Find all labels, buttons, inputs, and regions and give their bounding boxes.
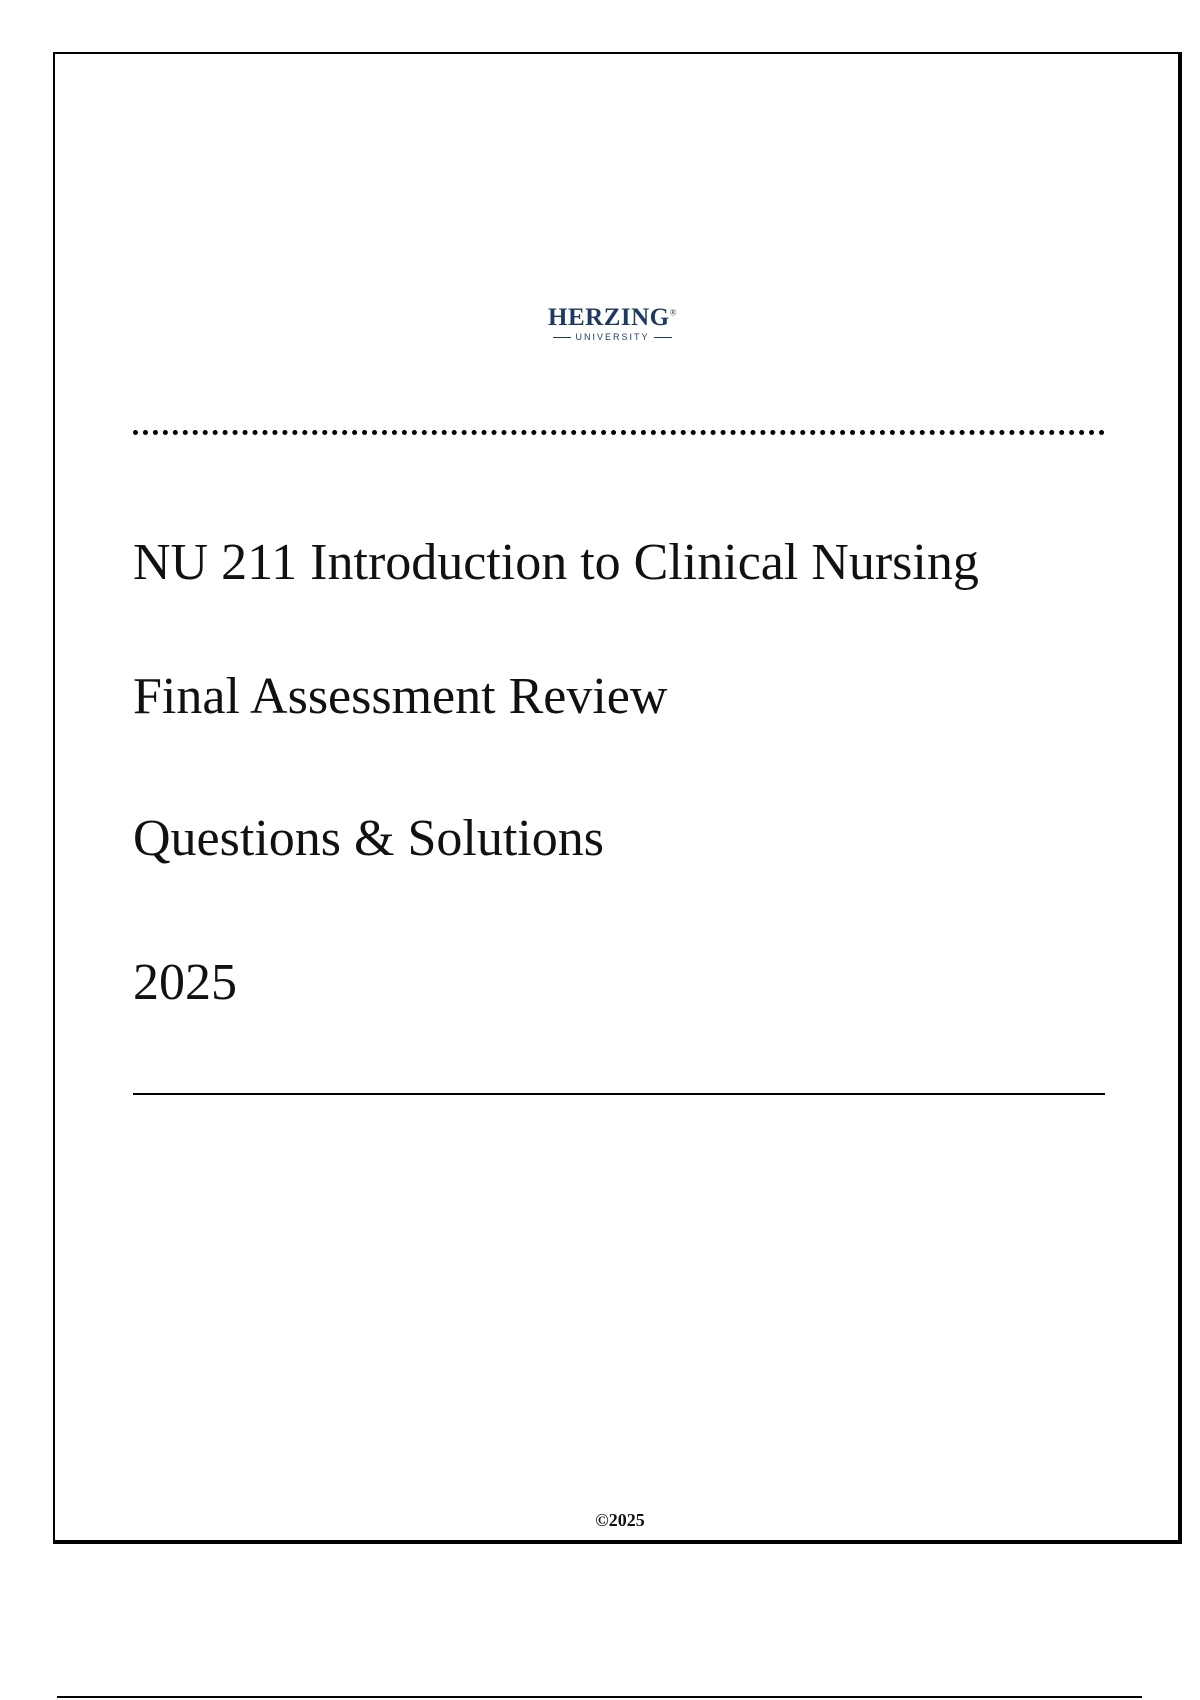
course-title: NU 211 Introduction to Clinical Nursing	[133, 534, 979, 591]
logo-wordmark	[540, 305, 685, 330]
logo-subtitle-left-rule	[553, 337, 571, 338]
logo-name-text: HERZING	[548, 304, 670, 331]
solid-divider	[133, 1093, 1105, 1095]
logo-registered-mark: ®	[669, 307, 677, 318]
logo-subtitle-right-rule	[654, 337, 672, 338]
document-title: Final Assessment Review	[133, 668, 668, 725]
logo-subtitle-text: UNIVERSITY	[575, 332, 650, 342]
dotted-divider	[133, 430, 1105, 435]
document-year: 2025	[133, 954, 237, 1011]
cover-page-frame	[53, 52, 1182, 1544]
logo-subtitle	[540, 332, 685, 342]
document-subtitle: Questions & Solutions	[133, 810, 604, 867]
copyright-notice: ©2025	[595, 1510, 645, 1530]
herzing-university-logo	[540, 305, 685, 342]
page-bottom-rule	[57, 1696, 1142, 1698]
